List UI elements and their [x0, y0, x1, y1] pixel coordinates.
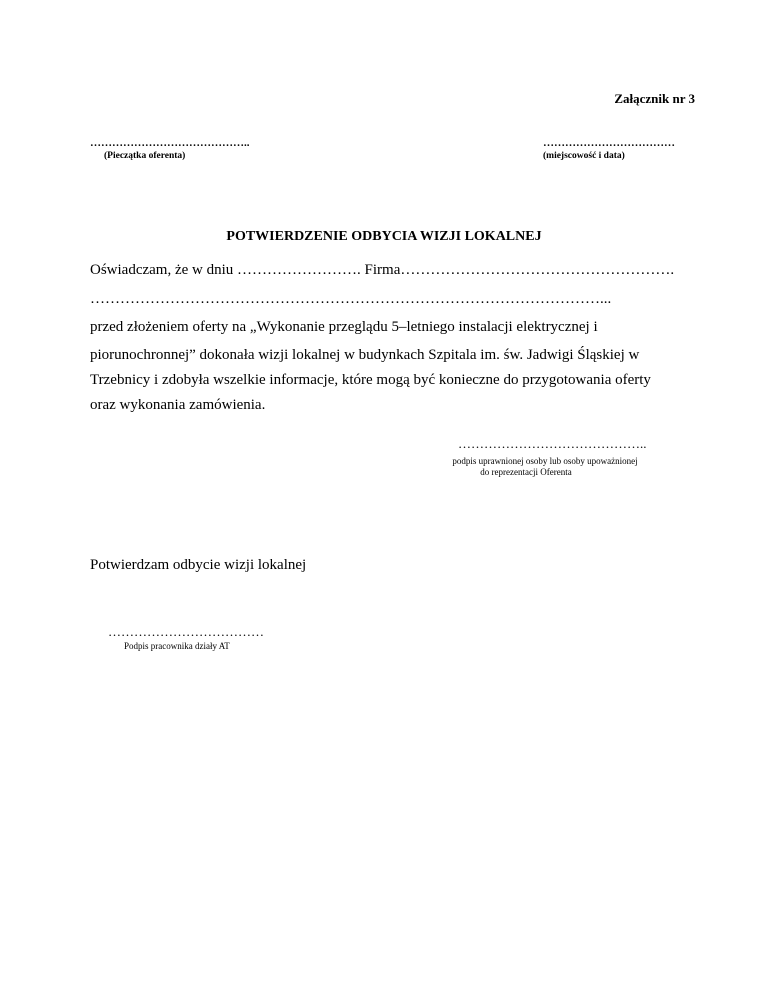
document-title: POTWIERDZENIE ODBYCIA WIZJI LOKALNEJ [226, 229, 542, 244]
confirmation-text: Potwierdzam odbycie wizji lokalnej [90, 557, 307, 573]
stamp-placeholder-dots: …………………………………….. [90, 137, 250, 149]
signature-label-line-1: podpis uprawnionej osoby lub osoby upoważnionej [452, 456, 638, 466]
body-line-2: …………………………………………………………………………………………... [90, 291, 612, 307]
employee-signature-label: Podpis pracownika działy AT [124, 641, 230, 651]
body-line-3: przed złożeniem oferty na „Wykonanie przeglądu 5–letniego instalacji elektrycznej i [90, 319, 598, 335]
body-line-5: Trzebnicy i zdobyła wszelkie informacje, które mogą być konieczne do przygotowania oferty [90, 372, 651, 388]
body-line-6: oraz wykonania zamówienia. [90, 397, 266, 413]
place-date-placeholder-dots: ……………………………… [543, 137, 675, 149]
body-line-4: piorunochronnej” dokonała wizji lokalnej w budynkach Szpitala im. św. Jadwigi Śląskiej w [90, 347, 640, 363]
stamp-label: (Pieczątka oferenta) [104, 151, 186, 161]
place-date-label: (miejscowość i data) [543, 151, 625, 161]
body-line-1: Oświadczam, że w dniu ……………………. Firma………………………………………………. [90, 262, 675, 278]
signature-label-line-2: do reprezentacji Oferenta [480, 467, 572, 477]
attachment-number: Załącznik nr 3 [614, 91, 695, 106]
signature-placeholder-dots: …………………………………….. [458, 436, 647, 451]
employee-signature-dots: ……………………………… [108, 624, 264, 639]
